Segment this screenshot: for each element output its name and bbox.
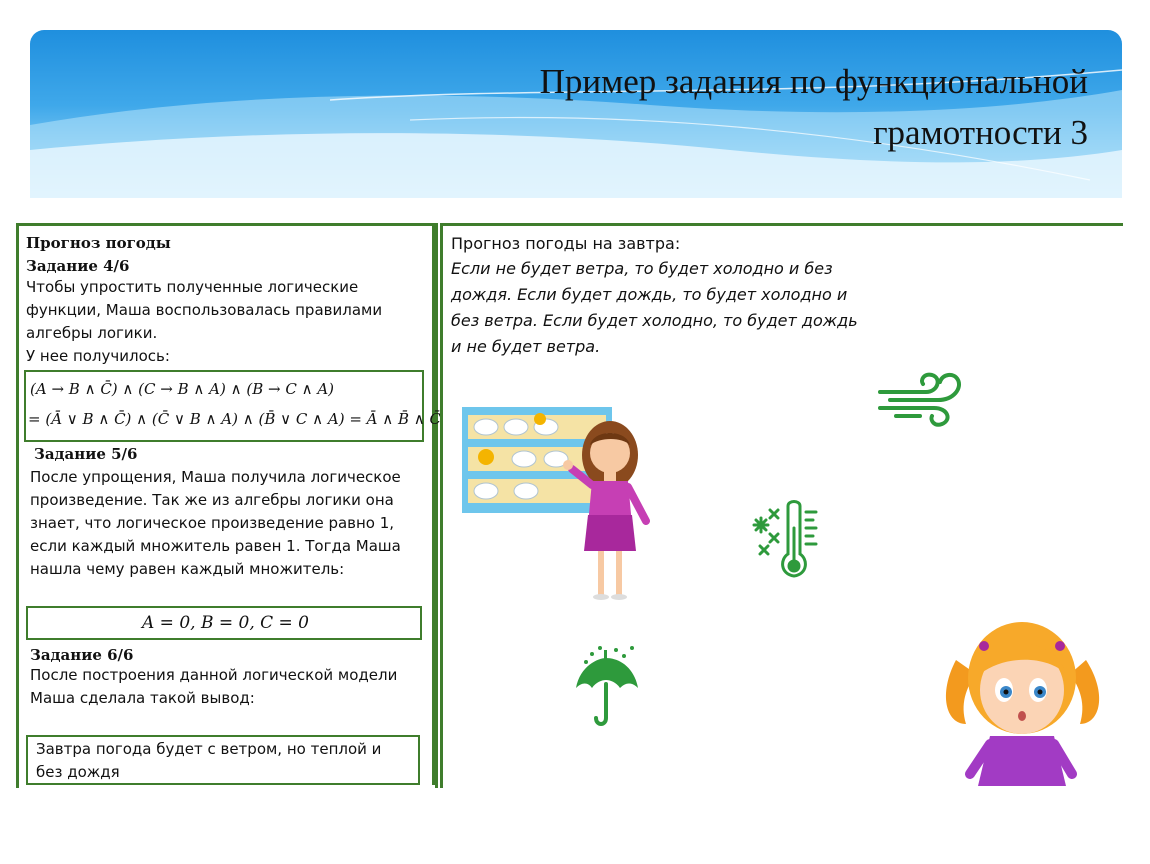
task6-line: После построения данной логической модели (30, 666, 398, 684)
formula-line-2: = (Ā ∨ B ∧ C̄) ∧ (C̄ ∨ B ∧ A) ∧ (B̄ ∨ C ∧ A) = Ā ∧ B̄ ∧ C̄ (28, 410, 442, 428)
conclusion-box (26, 735, 420, 785)
slide-title-line2: грамотности 3 (873, 113, 1088, 152)
answer-box (26, 606, 422, 640)
forecast-conditions (451, 256, 858, 360)
teacher-illustration (460, 405, 660, 605)
task5-line: произведение. Так же из алгебры логики она (30, 491, 394, 509)
panel-divider (432, 223, 435, 785)
task5-line: После упрощения, Маша получила логическое (30, 468, 401, 486)
forecast-heading: Прогноз погоды на завтра: (451, 234, 681, 253)
conclusion-line: Завтра погода будет с ветром, но теплой и (36, 740, 382, 758)
task4-line: функции, Маша воспользовалась правилами (26, 301, 383, 319)
task5-label: Задание 5/6 (34, 445, 138, 463)
slide-title-line1: Пример задания по функциональной (539, 62, 1088, 101)
task6-line: Маша сделала такой вывод: (30, 689, 255, 707)
task6-text (30, 664, 397, 710)
conclusion-line: без дождя (36, 763, 120, 781)
forecast-line: Если не будет ветра, то будет холодно и без (451, 259, 833, 278)
formula-line-1: (A → B ∧ C̄) ∧ (C → B ∧ A) ∧ (B → C ∧ A) (30, 380, 334, 398)
task5-text (30, 466, 401, 581)
conclusion-text (36, 738, 381, 784)
girl-illustration (936, 604, 1112, 786)
task4-label: Задание 4/6 (26, 257, 130, 275)
cold-thermometer-icon (746, 498, 826, 580)
task5-line: знает, что логическое произведение равно 1, (30, 514, 395, 532)
slide-title (540, 56, 1088, 158)
task4-result-label: У нее получилось: (26, 347, 170, 365)
panel-heading: Прогноз погоды (26, 234, 171, 252)
task5-line: если каждый множитель равен 1. Тогда Маша (30, 537, 401, 555)
task4-text (26, 276, 382, 368)
answer-values: A = 0, B = 0, C = 0 (142, 613, 309, 633)
task4-line: Чтобы упростить полученные логические (26, 278, 359, 296)
rain-umbrella-icon (572, 644, 644, 728)
forecast-line: и не будет ветра. (451, 337, 601, 356)
task5-line: нашла чему равен каждый множитель: (30, 560, 345, 578)
title-banner (30, 30, 1122, 198)
wind-icon (876, 370, 966, 430)
task4-line: алгебры логики. (26, 324, 158, 342)
formula-box (24, 370, 442, 442)
forecast-line: дождя. Если будет дождь, то будет холодно и (451, 285, 848, 304)
forecast-line: без ветра. Если будет холодно, то будет дождь (451, 311, 858, 330)
task6-label: Задание 6/6 (30, 646, 134, 664)
